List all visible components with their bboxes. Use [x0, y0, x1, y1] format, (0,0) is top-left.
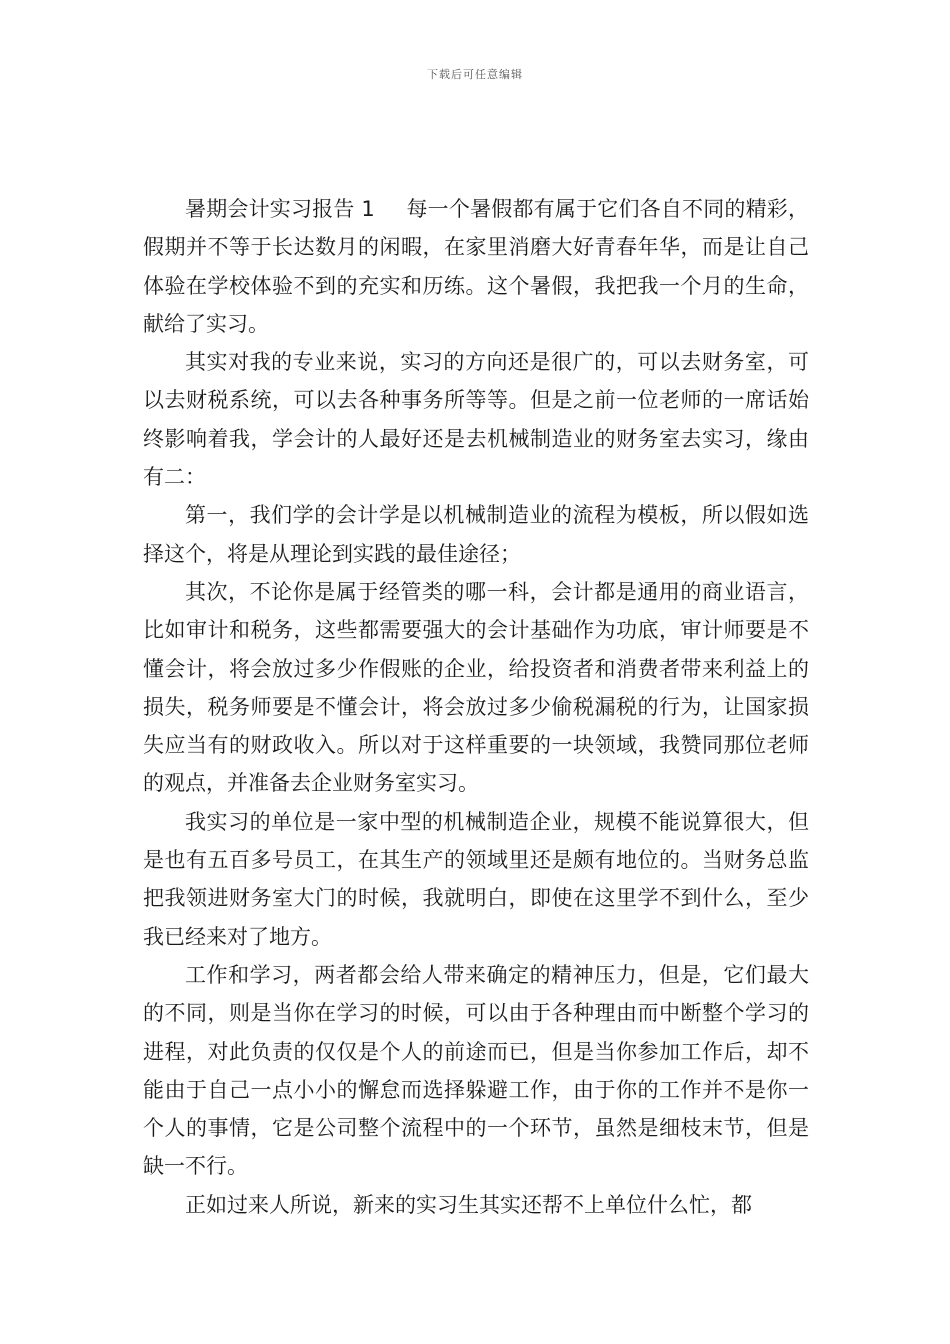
paragraph-5: 我实习的单位是一家中型的机械制造企业，规模不能说算很大，但是也有五百多号员工，在其生产的领域里还是颇有地位的。当财务总监把我领进财务室大门的时候，我就明白，即使在这里学不到什么，至少我已经来对了地方。	[143, 809, 809, 949]
paragraph-2: 其实对我的专业来说，实习的方向还是很广的，可以去财务室，可以去财税系统，可以去各种事务所等等。但是之前一位老师的一席话始终影响着我，学会计的人最好还是去机械制造业的财务室去实习，缘由有二：	[143, 350, 809, 490]
paragraph-7: 正如过来人所说，新来的实习生其实还帮不上单位什么忙，都	[185, 1192, 752, 1217]
paragraph-4: 其次，不论你是属于经管类的哪一科，会计都是通用的商业语言，比如审计和税务，这些都需要强大的会计基础作为功底，审计师要是不懂会计，将会放过多少作假账的企业，给投资者和消费者带来利益上的损失，税务师要是不懂会计，将会放过多少偷税漏税的行为，让国家损失应当有的财政收入。所以对于这样重要的一块领域，我赞同那位老师的观点，并准备去企业财务室实习。	[143, 579, 809, 796]
paragraph-6: 工作和学习，两者都会给人带来确定的精神压力，但是，它们最大的不同，则是当你在学习的时候，可以由于各种理由而中断整个学习的进程，对此负责的仅仅是个人的前途而已，但是当你参加工作后，却不能由于自己一点小小的懈怠而选择躲避工作，由于你的工作并不是你一个人的事情，它是公司整个流程中的一个环节，虽然是细枝末节，但是缺一不行。	[143, 962, 809, 1179]
paragraph-3: 第一，我们学的会计学是以机械制造业的流程为模板，所以假如选择这个，将是从理论到实践的最佳途径；	[143, 503, 809, 566]
paragraph-1-text: 每一个暑假都有属于它们各自不同的精彩，假期并不等于长达数月的闲暇，在家里消磨大好青春年华，而是让自己体验在学校体验不到的充实和历练。这个暑假，我把我一个月的生命，献给了实习。	[143, 197, 809, 336]
document-title: 暑期会计实习报告 1	[185, 197, 375, 221]
header-note: 下载后可任意编辑	[427, 68, 523, 81]
paragraph-1	[143, 190, 809, 343]
document-body	[143, 190, 809, 1224]
